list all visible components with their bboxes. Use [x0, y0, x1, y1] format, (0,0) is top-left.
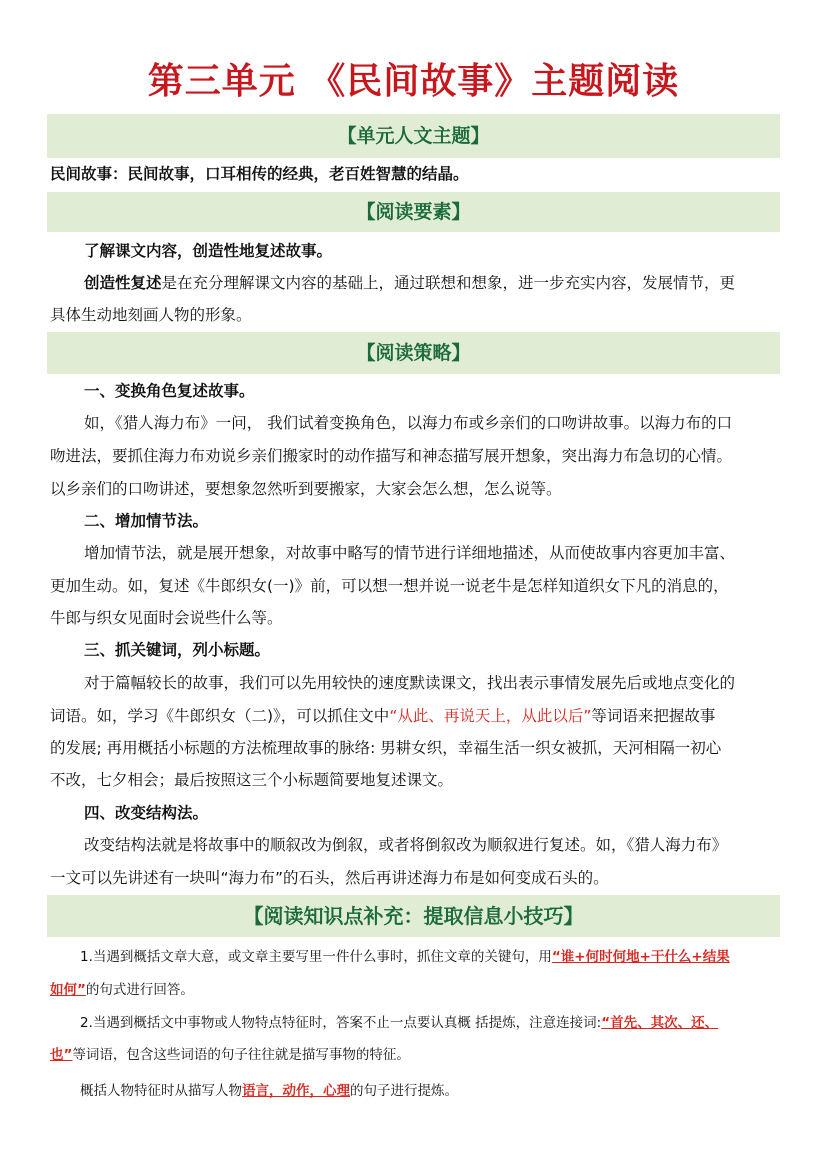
- strategy-3-line2: [50, 705, 715, 727]
- tip-2-connectors: “首先、其次、还、: [601, 1015, 719, 1031]
- tip-1-text-end: 的句式进行回答。: [85, 982, 194, 998]
- strategy-1-line3: 以乡亲们的口吻讲述，要想象忽然听到要搬家，大家会怎么想，怎么说等。: [50, 480, 562, 498]
- tip-2-text-end: 等词语，包含这些词语的句子往往就是描写事物的特征。: [72, 1047, 410, 1063]
- elements-paragraph-text: 是在充分理解课文内容的基础上，通过联想和想象，进一步充实内容，发展情节，更: [161, 274, 736, 292]
- elements-bold-term: 创造性复述: [84, 274, 162, 292]
- tip-1-line2: [50, 979, 194, 1001]
- tip-2-line1: [80, 1012, 718, 1034]
- elements-paragraph-line1: [84, 272, 735, 294]
- tip-1-formula: “谁+何时何地+干什么+结果: [551, 949, 730, 965]
- strategy-4-line2: 一文可以先讲述有一块叫“海力布”的石头，然后再讲述海力布是如何变成石头的。: [50, 869, 609, 887]
- elements-line1: 了解课文内容，创造性地复述故事。: [84, 242, 333, 260]
- strategy-2-line3: 牛郎与织女见面时会说些什么等。: [50, 609, 283, 627]
- strategy-1-line2: 吻进法，要抓住海力布劝说乡亲们搬家时的动作描写和神态描写展开想象，突出海力布急切的心情。: [50, 447, 733, 465]
- strategy-4-line1: 改变结构法就是将故事中的顺叙改为倒叙，或者将倒叙改为顺叙进行复述。如，《猎人海力布》: [84, 836, 728, 854]
- strategy-2-line2: 更加生动。如，复述《牛郎织女(一)》前，可以想一想并说一说老牛是怎样知道织女下凡的消息的，: [50, 577, 729, 595]
- tip-1-formula-end: 如何”: [50, 982, 86, 998]
- strategy-3-line1: 对于篇幅较长的故事，我们可以先用较快的速度默读课文，找出表示事情发展先后或地点变化的: [84, 674, 736, 692]
- tip-2-text: 2.当遇到概括文中事物或人物特点特征时，答案不止一点要认真概 括提炼，注意连接词:: [80, 1015, 602, 1031]
- tip-2-line2: [50, 1044, 410, 1066]
- tip-3-keywords: 语言，动作，心理: [242, 1083, 350, 1099]
- strategy-3-keywords: “从此、再说天上，从此以后”: [389, 707, 592, 725]
- section-header-supplement: 【阅读知识点补充：提取信息小技巧】: [47, 895, 780, 937]
- section-header-elements: 【阅读要素】: [47, 192, 780, 232]
- section-header-theme: 【单元人文主题】: [47, 114, 780, 158]
- strategy-2-line1: 增加情节法，就是展开想象，对故事中略写的情节进行详细地描述，从而使故事内容更加丰富、: [84, 544, 736, 562]
- strategy-3-line2-text: 词语。如，学习《牛郎织女（二)》，可以抓住文中: [50, 707, 390, 725]
- strategy-2-title: 二、增加情节法。: [84, 512, 209, 530]
- strategy-4-title: 四、改变结构法。: [84, 804, 209, 822]
- tip-3-text-end: 的句子进行提炼。: [350, 1083, 458, 1099]
- tip-1-line1: [80, 946, 730, 968]
- tip-3-text: 概括人物特征时从描写人物: [80, 1083, 242, 1099]
- strategy-1-title: 一、变换角色复述故事。: [84, 382, 255, 400]
- page-title: 第三单元 《民间故事》主题阅读: [147, 61, 680, 102]
- section-header-strategy: 【阅读策略】: [47, 332, 780, 374]
- strategy-3-line4: 不改，七夕相会；最后按照这三个小标题简要地复述课文。: [50, 771, 454, 789]
- tip-1-text: 1.当遇到概括文章大意，或文章主要写里一件什么事时，抓住文章的关键句，用: [80, 949, 552, 965]
- strategy-1-line1: 如，《猎人海力布》一问， 我们试着变换角色，以海力布或乡亲们的口吻讲故事。以海力布的口: [84, 414, 733, 432]
- strategy-3-title: 三、抓关键词，列小标题。: [84, 641, 271, 659]
- tip-2-connectors-end: 也”: [50, 1047, 73, 1063]
- strategy-3-line2-end: 等词语来把握故事: [591, 707, 716, 725]
- theme-text: 民间故事：民间故事，口耳相传的经典，老百姓智慧的结晶。: [50, 165, 469, 183]
- tip-3-line: [80, 1080, 458, 1102]
- elements-paragraph-line2: 具体生动地刻画人物的形象。: [50, 306, 252, 324]
- strategy-3-line3: 的发展; 再用概括小标题的方法梳理故事的脉络: 男耕女织，幸福生活一织女被抓，天河相隔一初心: [50, 739, 722, 757]
